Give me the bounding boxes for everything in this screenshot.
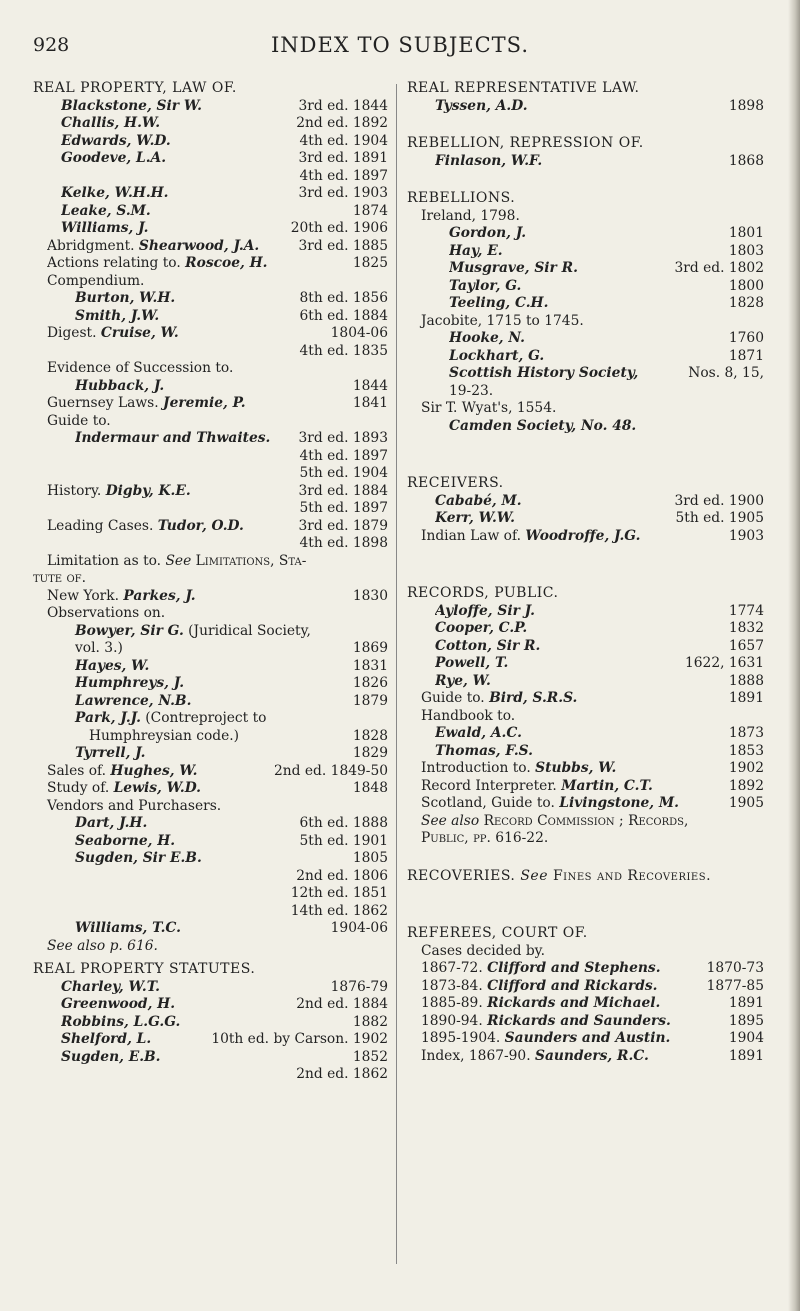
- page-edge: [788, 0, 800, 1311]
- edition-row: 5th ed. 1904: [299, 465, 388, 481]
- column-divider: [396, 84, 397, 1264]
- entry-row: Musgrave, Sir R. 3rd ed. 1802: [449, 260, 764, 276]
- entry-row: Goodeve, L.A. 3rd ed. 1891: [61, 150, 388, 166]
- entry-row-cont: vol. 3.) 1869: [75, 640, 388, 656]
- entry-row: Powell, T. 1622, 1631: [435, 655, 764, 671]
- entry-row: Cooper, C.P. 1832: [435, 620, 764, 636]
- entry-row: Hayes, W. 1831: [75, 657, 388, 674]
- edition-row: 12th ed. 1851: [290, 885, 388, 901]
- entry-row: Blackstone, Sir W. 3rd ed. 1844: [61, 97, 388, 114]
- entry-row: Hay, E. 1803: [449, 242, 764, 259]
- entry-row: 1885-89. Rickards and Michael. 1891: [421, 995, 764, 1011]
- entry-row: Indian Law of. Woodroffe, J.G. 1903: [421, 527, 764, 544]
- entry-row: Index, 1867-90. Saunders, R.C. 1891: [421, 1047, 764, 1064]
- entry-row: Actions relating to. Roscoe, H. 1825: [47, 255, 388, 271]
- entry-row: Charley, W.T. 1876-79: [61, 978, 388, 995]
- entry-row: Challis, H.W. 2nd ed. 1892: [61, 115, 388, 131]
- entry-row: Williams, J. 20th ed. 1906: [61, 220, 388, 236]
- page-title: INDEX TO SUBJECTS.: [270, 33, 529, 57]
- entry-row: Leake, S.M. 1874: [61, 202, 388, 219]
- entry-row: New York. Parkes, J. 1830: [47, 587, 388, 604]
- cross-reference-cont: tute of.: [33, 570, 86, 586]
- subheading: Compendium.: [47, 272, 145, 289]
- section-heading: REAL PROPERTY, LAW OF.: [33, 80, 237, 96]
- entry-row: Leading Cases. Tudor, O.D. 3rd ed. 1879: [47, 517, 388, 534]
- edition-row: 5th ed. 1897: [299, 500, 388, 516]
- subheading: Vendors and Purchasers.: [47, 797, 222, 814]
- entry-row: Sales of. Hughes, W. 2nd ed. 1849-50: [47, 762, 388, 779]
- entry-row: 1867-72. Clifford and Stephens. 1870-73: [421, 960, 764, 976]
- entry-row: Scottish History Society, Nos. 8, 15,: [449, 365, 764, 381]
- entry-row: Record Interpreter. Martin, C.T. 1892: [421, 777, 764, 794]
- entry-row: Kerr, W.W. 5th ed. 1905: [435, 510, 764, 526]
- entry-row: 1890-94. Rickards and Saunders. 1895: [421, 1012, 764, 1029]
- section-heading: REAL REPRESENTATIVE LAW.: [407, 80, 640, 96]
- edition-row: 2nd ed. 1806: [296, 867, 388, 884]
- section-heading: REFEREES, COURT OF.: [407, 925, 588, 941]
- section-heading: REBELLIONS.: [407, 190, 516, 206]
- entry-row: Guernsey Laws. Jeremie, P. 1841: [47, 395, 388, 411]
- entry-row: Kelke, W.H.H. 3rd ed. 1903: [61, 185, 388, 201]
- see-also: See also p. 616.: [47, 937, 158, 954]
- subheading: Handbook to.: [421, 707, 516, 724]
- cross-reference: Limitation as to. See Limitations, Sta-: [47, 552, 307, 569]
- entry-row: History. Digby, K.E. 3rd ed. 1884: [47, 482, 388, 499]
- edition-row: 4th ed. 1835: [299, 342, 388, 359]
- edition-row: 4th ed. 1898: [299, 535, 388, 551]
- entry-row: Tyrrell, J. 1829: [75, 745, 388, 761]
- entry-row: Introduction to. Stubbs, W. 1902: [421, 760, 764, 776]
- see-also-cont: Public, pp. 616-22.: [421, 830, 549, 846]
- entry-row: Indermaur and Thwaites. 3rd ed. 1893: [75, 430, 388, 446]
- see-also: See also Record Commission ; Records,: [421, 812, 689, 829]
- entry-row: Park, J.J. (Contreproject to: [75, 710, 267, 726]
- page-number: 928: [33, 34, 70, 56]
- section-heading: RECEIVERS.: [407, 475, 504, 491]
- subheading: Sir T. Wyat's, 1554.: [421, 400, 557, 416]
- entry-row: Tyssen, A.D. 1898: [435, 97, 764, 114]
- entry-row: Greenwood, H. 2nd ed. 1884: [61, 996, 388, 1012]
- entry-row: Thomas, F.S. 1853: [435, 742, 764, 759]
- entry-row: Edwards, W.D. 4th ed. 1904: [61, 132, 388, 149]
- entry-row: Humphreys, J. 1826: [75, 675, 388, 691]
- entry-row: Sugden, Sir E.B. 1805: [75, 850, 388, 866]
- edition-row: 2nd ed. 1862: [296, 1066, 388, 1082]
- entry-row: Finlason, W.F. 1868: [435, 152, 764, 169]
- entry-row: Ewald, A.C. 1873: [435, 725, 764, 741]
- entry-row: Bowyer, Sir G. (Juridical Society,: [75, 622, 311, 639]
- subheading: Guide to.: [47, 412, 111, 429]
- entry-row: Guide to. Bird, S.R.S. 1891: [421, 690, 764, 706]
- entry-row: Cababé, M. 3rd ed. 1900: [435, 492, 764, 509]
- edition-row: 4th ed. 1897: [299, 447, 388, 464]
- entry-row: Taylor, G. 1800: [449, 277, 764, 294]
- entry-row: Lockhart, G. 1871: [449, 347, 764, 364]
- entry-row: Gordon, J. 1801: [449, 225, 764, 241]
- section-heading: REAL PROPERTY STATUTES.: [33, 961, 256, 977]
- entry-row: Ayloffe, Sir J. 1774: [435, 602, 764, 619]
- entry-row: Cotton, Sir R. 1657: [435, 637, 764, 654]
- section-heading: RECORDS, PUBLIC.: [407, 585, 559, 601]
- entry-row: Sugden, E.B. 1852: [61, 1048, 388, 1065]
- subheading: Observations on.: [47, 605, 166, 621]
- section-heading: RECOVERIES. See Fines and Recoveries.: [407, 867, 712, 884]
- entry-row-cont: Humphreysian code.) 1828: [89, 727, 388, 744]
- entry-row: Hubback, J. 1844: [75, 377, 388, 394]
- entry-row: 1895-1904. Saunders and Austin. 1904: [421, 1030, 764, 1046]
- subheading: Jacobite, 1715 to 1745.: [421, 312, 584, 329]
- entry-row: Abridgment. Shearwood, J.A. 3rd ed. 1885: [47, 237, 388, 254]
- edition-row: 14th ed. 1862: [290, 902, 388, 919]
- entry-row-cont: 19-23.: [449, 382, 494, 399]
- entry-row: Shelford, L. 10th ed. by Carson. 1902: [61, 1031, 388, 1047]
- entry-row: Study of. Lewis, W.D. 1848: [47, 780, 388, 796]
- subheading: Ireland, 1798.: [421, 207, 520, 224]
- subheading: Cases decided by.: [421, 942, 546, 959]
- entry-row: Dart, J.H. 6th ed. 1888: [75, 815, 388, 831]
- entry-row: Smith, J.W. 6th ed. 1884: [75, 307, 388, 324]
- entry-row: 1873-84. Clifford and Rickards. 1877-85: [421, 977, 764, 994]
- entry-row: Hooke, N. 1760: [449, 330, 764, 346]
- edition-row: 4th ed. 1897: [299, 167, 388, 184]
- entry-row: Teeling, C.H. 1828: [449, 295, 764, 311]
- entry-row: Burton, W.H. 8th ed. 1856: [75, 290, 388, 306]
- entry-row: Williams, T.C. 1904-06: [75, 920, 388, 936]
- section-heading: REBELLION, REPRESSION OF.: [407, 135, 644, 151]
- entry-row: Robbins, L.G.G. 1882: [61, 1013, 388, 1030]
- entry-row: Lawrence, N.B. 1879: [75, 692, 388, 709]
- subheading: Evidence of Succession to.: [47, 360, 234, 376]
- entry-row: Scotland, Guide to. Livingstone, M. 1905: [421, 795, 764, 811]
- entry-row: Rye, W. 1888: [435, 672, 764, 689]
- entry-row: Digest. Cruise, W. 1804-06: [47, 325, 388, 341]
- entry-row: Seaborne, H. 5th ed. 1901: [75, 832, 388, 849]
- entry-row: Camden Society, No. 48.: [449, 417, 637, 434]
- right-column: [407, 80, 764, 1065]
- left-column: [33, 80, 388, 1084]
